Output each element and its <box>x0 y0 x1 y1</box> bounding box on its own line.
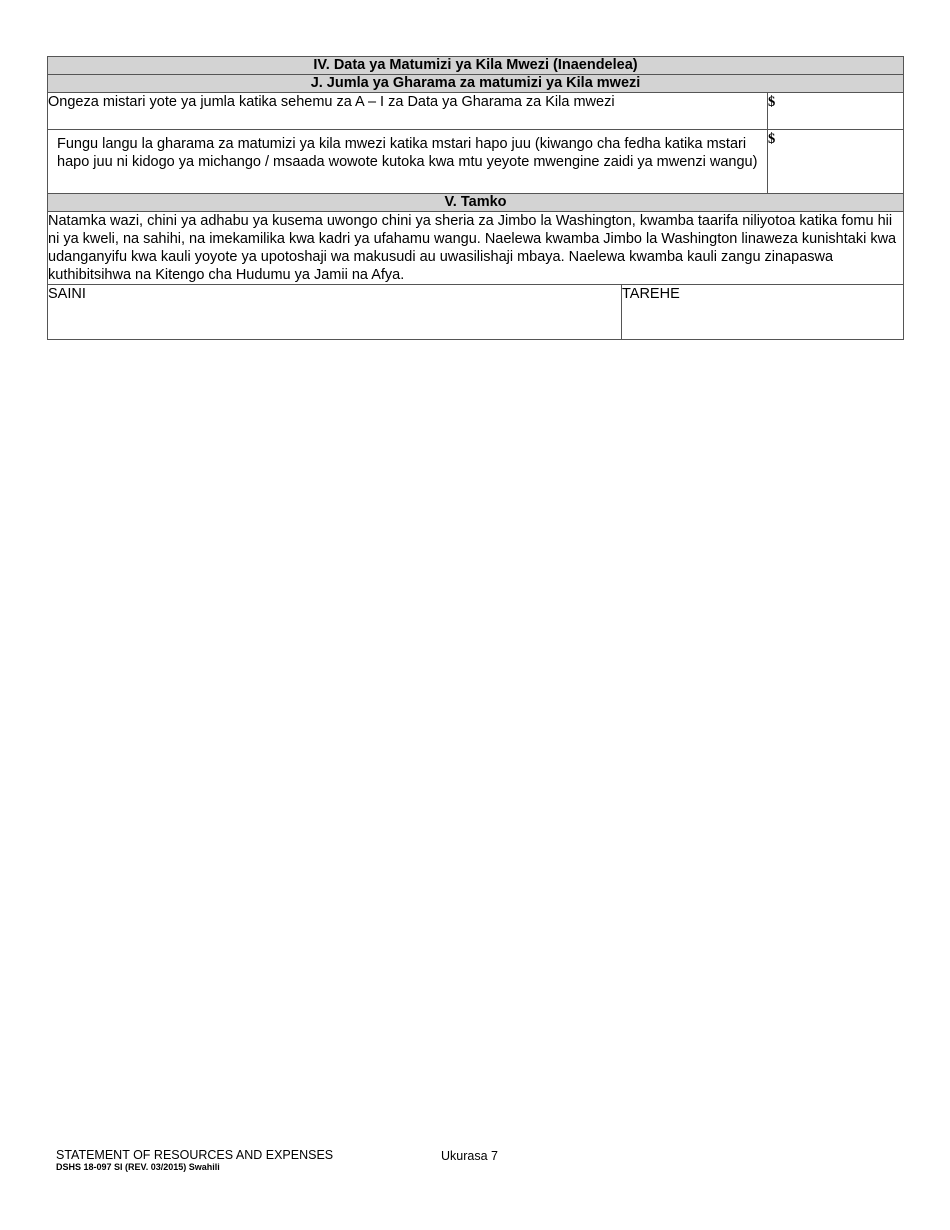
page-number: Ukurasa 7 <box>441 1149 498 1163</box>
signature-field[interactable] <box>48 285 622 340</box>
section-v-header: V. Tamko <box>48 194 904 212</box>
currency-symbol: $ <box>768 131 776 147</box>
declaration-text: Natamka wazi, chini ya adhabu ya kusema uwongo chini ya sheria za Jimbo la Washington, kwamba taarifa niliyotoa katika fomu hii ni ya kweli, na sahihi, na imekamilika kwa kadri ya ufahamu wangu. Naelewa kwamba Jimbo la Washington linaweza kunishtaki kwa udanganyifu kwa kauli yoyote ya upotoshaji wa makusudi au uwasilishaji mbaya. Naelewa kwamba kauli zangu zinapaswa kuthibitsihwa na Kitengo cha Hudumu ya Jamii na Afya. <box>48 212 904 285</box>
signature-label: SAINI <box>48 286 86 302</box>
my-share-label: Fungu langu la gharama za matumizi ya kila mwezi katika mstari hapo juu (kiwango cha fedha katika mstari hapo juu ni kidogo ya michango / msaada wowote kutoka kwa mtu yeyote mwengine zaidi ya mwenzi wangu) <box>48 130 768 194</box>
expense-form-table <box>47 56 904 340</box>
footer-form-code: DSHS 18-097 SI (REV. 03/2015) Swahili <box>56 1162 220 1172</box>
monthly-total-amount-field[interactable] <box>768 93 904 130</box>
currency-symbol: $ <box>768 94 776 110</box>
date-label: TAREHE <box>622 286 680 302</box>
footer-form-title: STATEMENT OF RESOURCES AND EXPENSES <box>56 1148 334 1162</box>
section-j-header: J. Jumla ya Gharama za matumizi ya Kila mwezi <box>48 75 904 93</box>
footer <box>56 1148 333 1173</box>
date-field[interactable] <box>622 285 904 340</box>
my-share-amount-field[interactable] <box>768 130 904 194</box>
section-iv-header: IV. Data ya Matumizi ya Kila Mwezi (Inaendelea) <box>48 57 904 75</box>
monthly-total-label: Ongeza mistari yote ya jumla katika sehemu za A – I za Data ya Gharama za Kila mwezi <box>48 93 768 130</box>
